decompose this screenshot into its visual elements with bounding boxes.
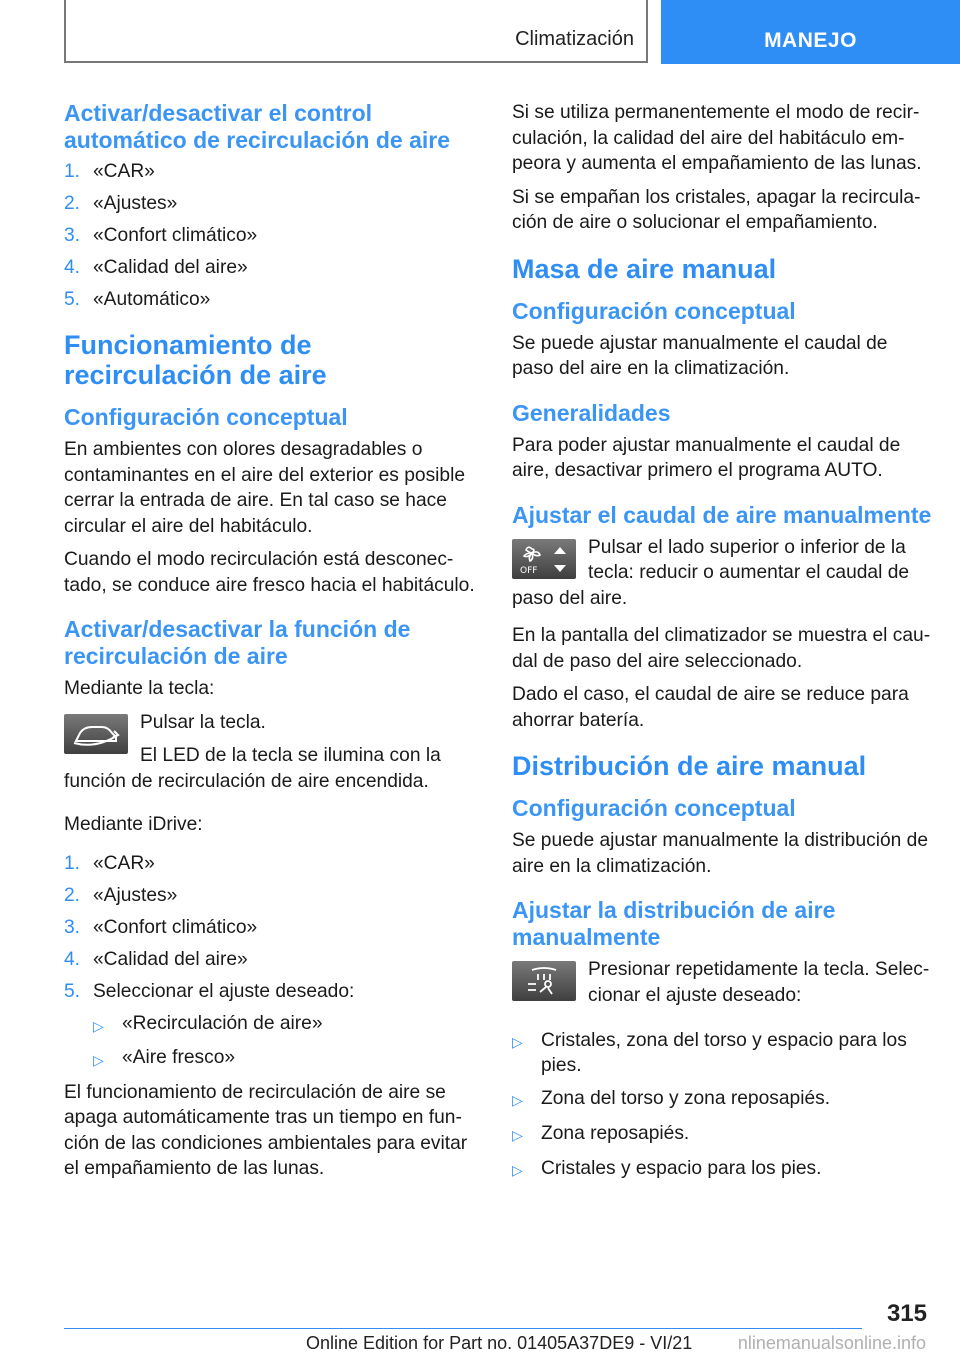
paragraph: Mediante la tecla: <box>64 678 215 699</box>
air-distribution-row <box>512 957 932 1008</box>
list-item: ▷ Cristales y espacio para los pies. <box>512 1156 932 1183</box>
paragraph: Se puede ajustar manualmente el caudal de paso del aire en la climatización. <box>512 332 888 379</box>
paragraph: Mediante iDrive: <box>64 814 203 835</box>
steps-list-1 <box>64 160 479 312</box>
paragraph: En la pantalla del climatizador se muestra el caudal de paso del aire seleccionado. <box>512 625 931 672</box>
heading-ajustar-caudal: Ajustar el caudal de aire manualmente <box>512 501 932 528</box>
chapter-tab[interactable]: MANEJO <box>661 0 960 64</box>
list-item: 3. «Confort climático» <box>64 916 258 938</box>
steps-list-2 <box>64 852 479 1004</box>
fan-speed-row <box>512 535 932 612</box>
list-item: ▷ Cristales, zona del torso y espacio para los pies. <box>512 1030 907 1076</box>
list-item: 1. «CAR» <box>64 161 155 182</box>
recirculation-button-icon <box>64 714 128 754</box>
triangle-bullet-icon: ▷ <box>512 1034 523 1050</box>
section-title: Climatización <box>515 28 634 50</box>
heading-masa-aire: Masa de aire manual <box>512 253 777 284</box>
recirculation-row <box>64 710 479 795</box>
list-item: 4. «Calidad del aire» <box>64 948 248 970</box>
list-item: 2. «Ajustes» <box>64 884 178 906</box>
sub-options-list <box>64 1012 479 1072</box>
paragraph: El LED de la tecla se ilumina con la función de recirculación de aire encendida. <box>64 745 441 792</box>
page-number: 315 <box>886 1300 927 1327</box>
heading-distribucion: Distribución de aire manual <box>512 751 867 781</box>
air-distribution-button-icon <box>512 961 576 1001</box>
paragraph: Se puede ajustar manualmente la distribución de aire en la climatización. <box>512 830 928 877</box>
list-item: ▷ Zona del torso y zona reposapiés. <box>512 1086 932 1113</box>
paragraph: Dado el caso, el caudal de aire se reduce para ahorrar batería. <box>512 684 909 731</box>
list-item: 4. «Calidad del aire» <box>64 257 248 278</box>
list-item: ▷ «Aire fresco» <box>93 1046 479 1072</box>
heading-config-conceptual: Configuración conceptual <box>512 297 796 324</box>
right-column <box>512 100 932 1191</box>
fan-speed-button-icon <box>512 539 576 579</box>
list-item: 5. «Automático» <box>64 289 211 310</box>
paragraph: Presionar repetidamente la tecla. Seleccionar el ajuste deseado: <box>588 959 930 1006</box>
triangle-bullet-icon: ▷ <box>512 1127 523 1143</box>
heading-activar-control: Activar/desactivar el control automático de recirculación de aire <box>64 100 451 153</box>
heading-ajustar-distribucion: Ajustar la distribución de aire manualmente <box>512 897 836 950</box>
paragraph: Si se empañan los cristales, apagar la recirculación de aire o solucionar el empañamiento. <box>512 186 921 233</box>
heading-config-conceptual: Configuración conceptual <box>64 404 348 430</box>
triangle-bullet-icon: ▷ <box>93 1051 104 1068</box>
paragraph: Si se utiliza permanentemente el modo de recirculación, la calidad del aire del habitáculo empeora y aumenta el empañamiento de las lunas. <box>512 102 922 174</box>
header-box <box>64 0 648 63</box>
list-item: 5. Seleccionar el ajuste deseado: <box>64 980 355 1002</box>
list-item: 3. «Confort climático» <box>64 225 258 246</box>
paragraph: En ambientes con olores desagradables o contaminantes en el aire del exterior es posible cerrar la entrada de aire. En tal caso se hace circular el aire del habitáculo. <box>64 439 466 537</box>
paragraph: Cuando el modo recirculación está desconectado, se conduce aire fresco hacia el habitáculo. <box>64 549 475 596</box>
triangle-bullet-icon: ▷ <box>512 1162 523 1178</box>
edition-text: Online Edition for Part no. 01405A37DE9 - VI/21 <box>306 1333 693 1353</box>
svg-text:OFF: OFF <box>520 565 538 576</box>
list-item: 1. «CAR» <box>64 852 155 874</box>
heading-funcionamiento: Funcionamiento de recirculación de aire <box>64 330 327 390</box>
heading-config-conceptual-2: Configuración conceptual <box>512 795 796 821</box>
footer-divider <box>64 1328 862 1329</box>
paragraph: Pulsar la tecla. <box>140 711 266 733</box>
left-column <box>64 100 479 1190</box>
paragraph: Para poder ajustar manualmente el caudal de aire, desactivar primero el programa AUTO. <box>512 434 901 481</box>
distribution-options-list <box>512 1028 932 1183</box>
paragraph: El funcionamiento de recirculación de aire se apaga automáticamente tras un tiempo en función de las condiciones ambientales para evitar el empañamiento de las lunas. <box>64 1081 468 1179</box>
heading-activar-funcion: Activar/desactivar la función de recirculación de aire <box>64 616 411 669</box>
list-item: ▷ «Recirculación de aire» <box>93 1012 479 1038</box>
list-item: 2. «Ajustes» <box>64 193 178 214</box>
triangle-bullet-icon: ▷ <box>93 1017 104 1034</box>
triangle-bullet-icon: ▷ <box>512 1092 523 1108</box>
list-item: ▷ Zona reposapiés. <box>512 1121 932 1148</box>
heading-generalidades: Generalidades <box>512 399 671 426</box>
watermark: nlinemanualsonline.info <box>737 1333 926 1353</box>
paragraph: Pulsar el lado superior o inferior de la tecla: reducir o aumentar el caudal de paso del aire. <box>512 536 910 609</box>
